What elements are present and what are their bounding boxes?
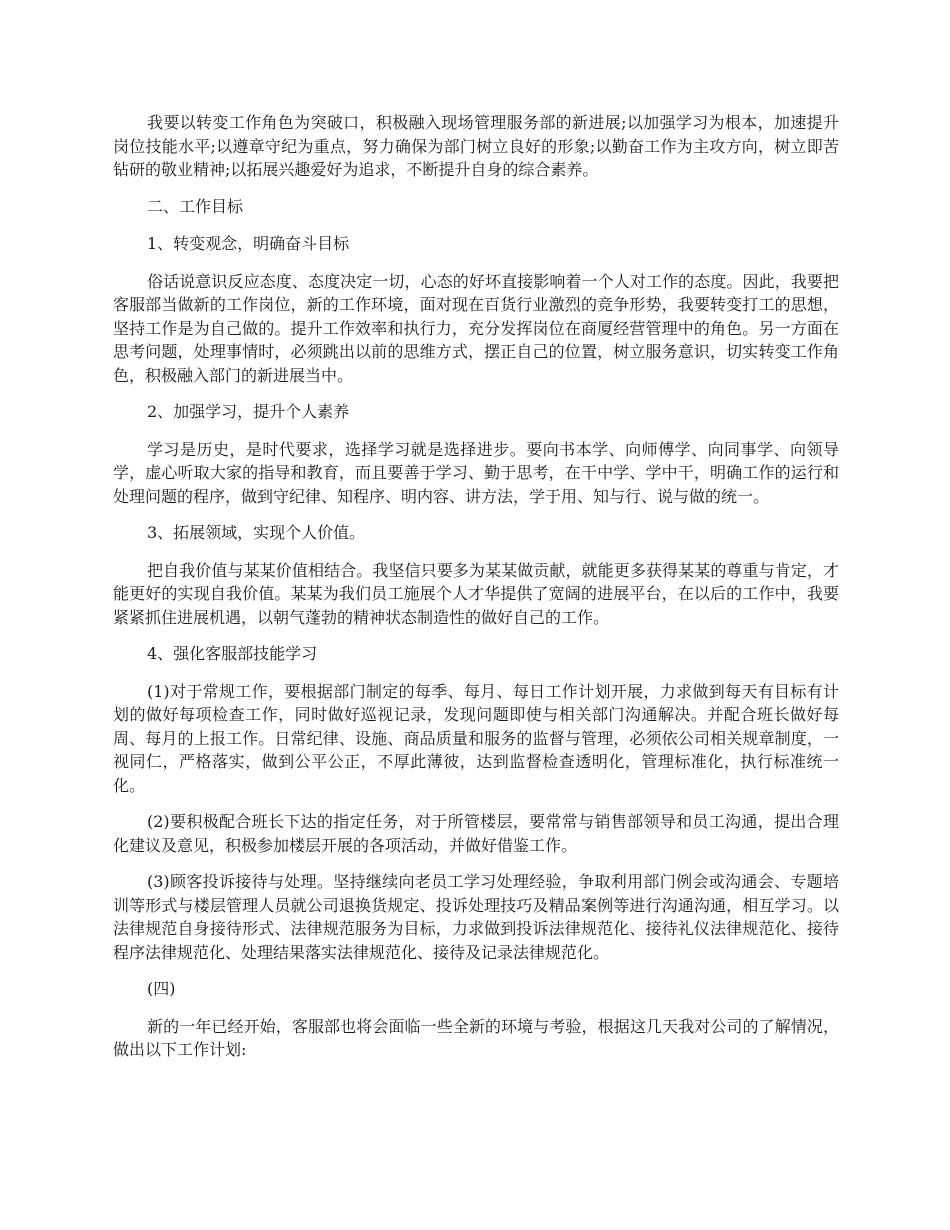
closing-paragraph: 新的一年已经开始，客服部也将会面临一些全新的环境与考验，根据这几天我对公司的了解情况，做出以下工作计划:: [113, 1016, 839, 1059]
section-heading-work-goals: 二、工作目标: [147, 196, 244, 216]
section-marker-four: (四): [147, 979, 176, 998]
subheading-change-mindset: 1、转变观念，明确奋斗目标: [147, 234, 350, 253]
paragraph-item-2: (2)要积极配合班长下达的指定任务，对于所管楼层，要常常与销售部领导和员工沟通，提出合理化建议及意见，积极参加楼层开展的各项活动，并做好借鉴工作。: [113, 812, 839, 855]
intro-paragraph: 我要以转变工作角色为突破口，积极融入现场管理服务部的新进展;以加强学习为根本，加速提升岗位技能水平;以遵章守纪为重点，努力确保为部门树立良好的形象;以勤奋工作为主攻方向，树立即苦钻研的敬业精神;以拓展兴趣爱好为追求，不断提升自身的综合素养。: [113, 113, 839, 179]
paragraph-item-3: (3)顾客投诉接待与处理。坚持继续向老员工学习处理经验，争取利用部门例会或沟通会、专题培训等形式与楼层管理人员就公司退换货规定、投诉处理技巧及精品案例等进行沟通沟通，相互学习。以法律规范自身接待形式、法律规范服务为目标，力求做到投诉法律规范化、接待礼仪法律规范化、接待程序法律规范化、处理结果落实法律规范化、接待及记录法律规范化。: [113, 872, 839, 962]
paragraph-change-mindset: 俗话说意识反应态度、态度决定一切，心态的好坏直接影响着一个人对工作的态度。因此，我要把客服部当做新的工作岗位，新的工作环境，面对现在百货行业激烈的竞争形势，我要转变打工的思想，坚持工作是为自己做的。提升工作效率和执行力，充分发挥岗位在商厦经营管理中的角色。另一方面在思考问题，处理事情时，必须跳出以前的思维方式，摆正自己的位置，树立服务意识，切实转变工作角色，积极融入部门的新进展当中。: [113, 271, 839, 385]
subheading-skill-learning: 4、强化客服部技能学习: [147, 644, 318, 663]
paragraph-expand-fields: 把自我价值与某某价值相结合。我坚信只要多为某某做贡献，就能更多获得某某的尊重与肯定，才能更好的实现自我价值。某某为我们员工施展个人才华提供了宽阔的进展平台，在以后的工作中，我要紧紧抓住进展机遇，以朝气蓬勃的精神状态制造性的做好自己的工作。: [113, 560, 839, 627]
paragraph-strengthen-learning: 学习是历史，是时代要求，选择学习就是选择进步。要向书本学、向师傅学、向同事学、向领导学，虚心听取大家的指导和教育，而且要善于学习、勤于思考，在干中学、学中干，明确工作的运行和处理问题的程序，做到守纪律、知程序、明内容、讲方法，学于用、知与行、说与做的统一。: [113, 439, 839, 506]
document-body: [113, 111, 839, 1075]
subheading-strengthen-learning: 2、加强学习，提升个人素养: [147, 402, 350, 421]
subheading-expand-fields: 3、拓展领域，实现个人价值。: [147, 523, 366, 542]
paragraph-item-1: (1)对于常规工作，要根据部门制定的每季、每月、每日工作计划开展，力求做到每天有目标有计划的做好每项检查工作，同时做好巡视记录，发现问题即使与相关部门沟通解决。并配合班长做好每周、每月的上报工作。日常纪律、设施、商品质量和服务的监督与管理，必须依公司相关规章制度，一视同仁，严格落实，做到公平公正，不厚此薄彼，达到监督检查透明化，管理标准化，执行标准统一化。: [113, 681, 839, 795]
